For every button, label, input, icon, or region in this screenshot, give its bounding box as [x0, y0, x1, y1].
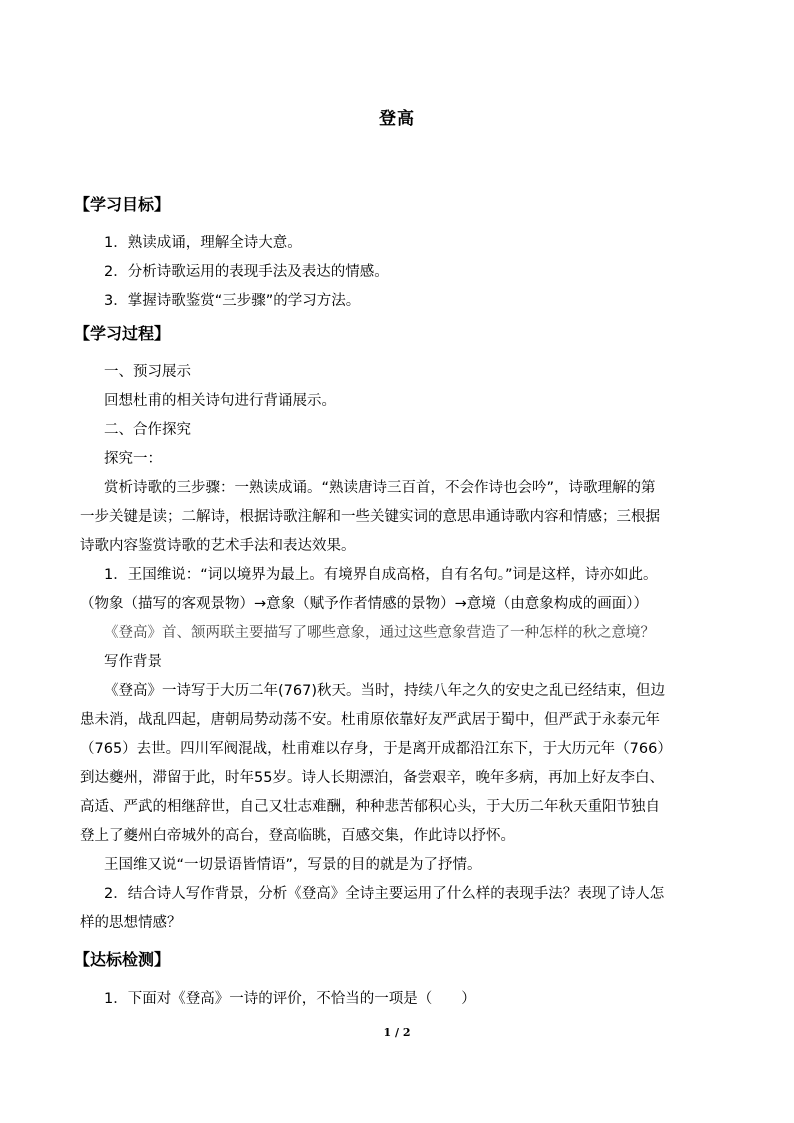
question-line: 1．王国维说：“词以境界为最上。有境界自成高格，自有名句。”词是这样，诗亦如此。 — [104, 567, 658, 583]
section-heading-process: 【学习过程】 — [74, 324, 171, 343]
background-line: 高适、严武的相继辞世，自己又壮志难酬，种种悲苦郁积心头，于大历二年秋天重阳节独自 — [80, 799, 660, 815]
paragraph-line: 回想杜甫的相关诗句进行背诵展示。 — [104, 393, 336, 409]
question-line: 2．结合诗人写作背景，分析《登高》全诗主要运用了什么样的表现手法？表现了诗人怎 — [104, 886, 665, 902]
document-title: 登高 — [379, 109, 415, 129]
paragraph-line: 王国维又说“一切景语皆情语”，写景的目的就是为了抒情。 — [104, 857, 482, 873]
question-line: 样的思想情感？ — [80, 915, 182, 931]
paragraph-line: 诗歌内容鉴赏诗歌的艺术手法和表达效果。 — [80, 538, 356, 554]
background-line: 《登高》一诗写于大历二年(767)秋天。当时，持续八年之久的安史之乱已经结束，但边 — [104, 683, 665, 699]
background-line: 患未消，战乱四起，唐朝局势动荡不安。杜甫原依靠好友严武居于蜀中，但严武于永泰元年 — [80, 712, 660, 728]
section-heading-test: 【达标检测】 — [74, 950, 171, 969]
goal-item: 1．熟读成诵，理解全诗大意。 — [104, 235, 302, 251]
goal-item: 3．掌握诗歌鉴赏“三步骤”的学习方法。 — [104, 293, 361, 309]
page-number: 1 / 2 — [383, 1026, 411, 1039]
subheading-explore: 二、合作探究 — [104, 422, 191, 438]
explore-one-label: 探究一： — [104, 451, 162, 467]
paragraph-line: 一步关键是读；二解诗，根据诗歌注解和一些关键实词的意思串通诗歌内容和情感；三根据 — [80, 509, 660, 525]
test-item: 1．下面对《登高》一诗的评价，不恰当的一项是（ ） — [104, 991, 476, 1007]
subheading-preview: 一、预习展示 — [104, 364, 191, 380]
section-heading-goals: 【学习目标】 — [74, 195, 171, 214]
background-line: 到达夔州，滞留于此，时年55岁。诗人长期漂泊，备尝艰辛，晚年多病，再加上好友李白、 — [80, 770, 664, 786]
goal-item: 2．分析诗歌运用的表现手法及表达的情感。 — [104, 264, 389, 280]
background-line: （765）去世。四川军阀混战，杜甫难以存身，于是离开成都沿江东下，于大历元年（766） — [80, 741, 672, 757]
subheading-background: 写作背景 — [104, 654, 162, 670]
background-line: 登上了夔州白帝城外的高台，登高临眺，百感交集，作此诗以抒怀。 — [80, 828, 515, 844]
question-line: （物象（描写的客观景物）→意象（赋予作者情感的景物）→意境（由意象构成的画面）） — [80, 596, 649, 612]
question-line: 《登高》首、颔两联主要描写了哪些意象，通过这些意象营造了一种怎样的秋之意境？ — [104, 625, 655, 641]
paragraph-line: 赏析诗歌的三步骤：一熟读成诵。“熟读唐诗三百首，不会作诗也会吟”，诗歌理解的第 — [104, 480, 656, 496]
